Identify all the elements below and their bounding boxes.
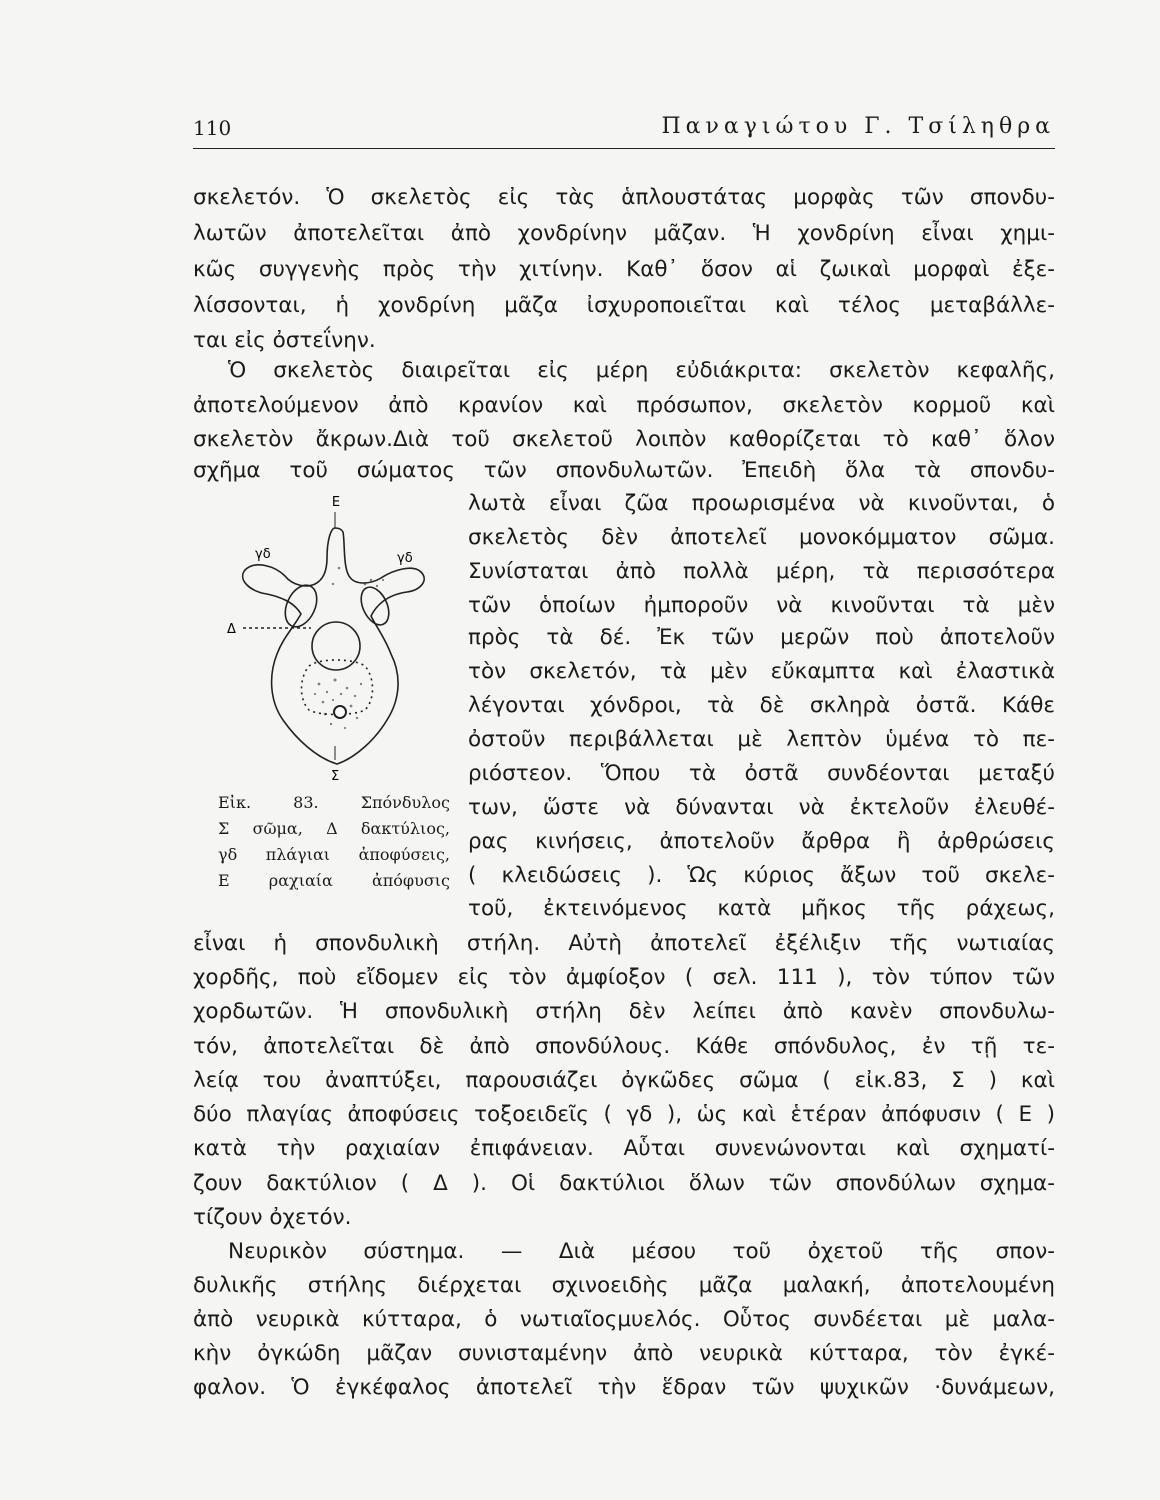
text-line: τῶν ὁποίων ἠμποροῦν νὰ κινοῦνται τὰ μὲν — [468, 593, 1055, 618]
caption-line: Σ σῶμα, Δ δακτύλιος, — [218, 819, 450, 838]
text-line: εἶναι ἡ σπονδυλικὴ στήλη. Αὐτὴ ἀποτελεῖ ἐξέλιξιν τῆς νωτιαίας — [193, 931, 1055, 956]
text-line: ἀπὸ νευρικὰ κύτταρα, ὁ νωτιαῖοςμυελός. Οὗτος συνδέεται μὲ μαλα- — [193, 1307, 1055, 1332]
page-header — [193, 112, 1055, 149]
text-line: λωτῶν ἀποτελεῖται ἀπὸ χονδρίνην μᾶζαν. Ἡ χονδρίνη εἶναι χημι- — [193, 221, 1055, 246]
page-number: 110 — [193, 116, 232, 140]
caption-line: Ε ραχιαία ἀπόφυσις — [218, 871, 450, 890]
text-line: δύο πλαγίας ἀποφύσεις τοξοειδεῖς ( γδ ), ὡς καὶ ἑτέραν ἀπόφυσιν ( Ε ) — [193, 1102, 1055, 1127]
label-delta: Δ — [227, 622, 236, 637]
text-line: ριόστεον. Ὅπου τὰ ὀστᾶ συνδέονται μεταξύ — [468, 761, 1055, 786]
text-line: ( κλειδώσεις ). Ὡς κύριος ἄξων τοῦ σκελε- — [468, 863, 1055, 888]
text-line: χορδῆς, ποὺ εἴδομεν εἰς τὸν ἀμφίοξον ( σελ. 111 ), τὸν τύπον τῶν — [193, 965, 1055, 990]
text-line: των, ὥστε νὰ δύνανται νὰ ἐκτελοῦν ἐλευθέ- — [468, 795, 1055, 820]
label-gd-left: γδ — [255, 547, 271, 562]
text-line: κῶς συγγενὴς πρὸς τὴν χιτίνην. Καθ᾽ ὅσον αἱ ζωικαὶ μορφαὶ ἐξε- — [193, 257, 1055, 282]
text-line: ται εἰς ὀστεΐνην. — [193, 328, 376, 353]
text-line: λέγονται χόνδροι, τὰ δὲ σκληρὰ ὀστᾶ. Κάθε — [468, 693, 1055, 718]
text-line: σκελετὸν ἄκρων.Διὰ τοῦ σκελετοῦ λοιπὸν καθορίζεται τὸ καθ᾽ ὅλον — [193, 427, 1055, 452]
text-line: ρας κινήσεις, ἀποτελοῦν ἄρθρα ἢ ἀρθρώσεις — [468, 829, 1055, 854]
caption-line: γδ πλάγιαι ἀποφύσεις, — [218, 845, 450, 864]
text-line: λίσσονται, ἡ χονδρίνη μᾶζα ἰσχυροποιεῖται καὶ τέλος μεταβάλλε- — [193, 293, 1055, 318]
text-line: σχῆμα τοῦ σώματος τῶν σπονδυλωτῶν. Ἐπειδὴ ὅλα τὰ σπονδυ- — [193, 458, 1055, 483]
label-e: Ε — [331, 495, 341, 510]
label-gd-right: γδ — [397, 551, 413, 566]
text-line: σκελετόν. Ὁ σκελετὸς εἰς τὰς ἁπλουστάτας μορφὰς τῶν σπονδυ- — [193, 185, 1055, 210]
label-sigma: Σ — [331, 769, 340, 784]
text-line: χορδωτῶν. Ἡ σπονδυλικὴ στήλη δὲν λείπει ἀπὸ κανὲν σπονδυλω- — [193, 999, 1055, 1024]
text-line: ὀστοῦν περιβάλλεται μὲ λεπτὸν ὑμένα τὸ πε- — [468, 727, 1055, 752]
running-head: Παναγιώτου Γ. Τσίληθρα — [661, 114, 1055, 139]
text-line: φαλον. Ὁ ἐγκέφαλος ἀποτελεῖ τὴν ἕδραν τῶν ψυχικῶν ·δυνάμεων, — [193, 1375, 1055, 1400]
text-line: σκελετὸς δὲν ἀποτελεῖ μονοκόμματον σῶμα. — [468, 525, 1055, 550]
text-line: ἀποτελούμενον ἀπὸ κρανίον καὶ πρόσωπον, σκελετὸν κορμοῦ καὶ — [193, 393, 1055, 418]
text-line: Συνίσταται ἀπὸ πολλὰ μέρη, τὰ περισσότερα — [468, 559, 1055, 584]
caption-line: Εἰκ. 83. Σπόνδυλος — [218, 793, 450, 812]
text-line: κὴν ὀγκώδη μᾶζαν συνισταμένην ἀπὸ νευρικὰ κύτταρα, τὸν ἐγκέ- — [193, 1341, 1055, 1366]
text-line: λωτὰ εἶναι ζῶα προωρισμένα νὰ κινοῦνται, ὁ — [468, 491, 1055, 516]
vertebra-illustration — [215, 488, 455, 788]
text-line: δυλικῆς στήλης διέρχεται σχινοειδὴς μᾶζα μαλακή, ἀποτελουμένη — [193, 1273, 1055, 1298]
text-line: λείᾳ του ἀναπτύξει, παρουσιάζει ὀγκῶδες σῶμα ( εἰκ.83, Σ ) καὶ — [193, 1068, 1055, 1093]
text-line: τίζουν ὀχετόν. — [193, 1205, 352, 1230]
section-heading-line: Νευρικὸν σύστημα. — Διὰ μέσου τοῦ ὀχετοῦ τῆς σπον- — [228, 1239, 1055, 1264]
figure-caption — [218, 790, 450, 894]
text-line: Ὁ σκελετὸς διαιρεῖται εἰς μέρη εὐδιάκριτα: σκελετὸν κεφαλῆς, — [228, 358, 1055, 383]
text-line: κατὰ τὴν ραχιαίαν ἐπιφάνειαν. Αὗται συνενώνονται καὶ σχηματί- — [193, 1136, 1055, 1161]
text-line: ζουν δακτύλιον ( Δ ). Οἱ δακτύλιοι ὅλων τῶν σπονδύλων σχημα- — [193, 1171, 1055, 1196]
text-line: πρὸς τὰ δέ. Ἐκ τῶν μερῶν ποὺ ἀποτελοῦν — [468, 625, 1055, 650]
text-line: τόν, ἀποτελεῖται δὲ ἀπὸ σπονδύλους. Κάθε σπόνδυλος, ἐν τῇ τε- — [193, 1034, 1055, 1059]
text-line: τὸν σκελετόν, τὰ μὲν εὔκαμπτα καὶ ἐλαστικὰ — [468, 659, 1055, 684]
text-line: τοῦ, ἐκτεινόμενος κατὰ μῆκος τῆς ράχεως, — [468, 896, 1055, 921]
vertebra-figure — [215, 488, 455, 788]
